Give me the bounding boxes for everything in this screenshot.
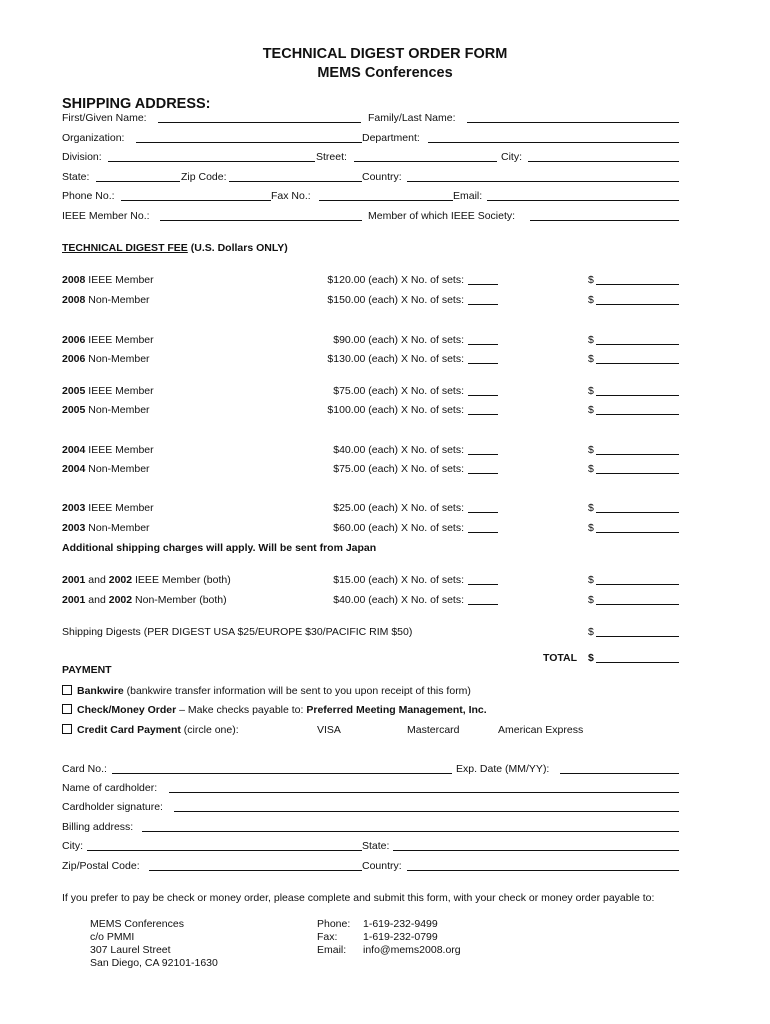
mailing-address-line-2: c/o PMMI (90, 931, 135, 943)
fee-row-amount-field[interactable] (596, 395, 679, 396)
total-currency: $ (588, 652, 594, 664)
email-label: Email: (453, 190, 483, 202)
check-label: Check/Money Order (77, 704, 177, 716)
fee-row-amount-field[interactable] (596, 363, 679, 364)
combo-type: Non-Member (both) (135, 594, 227, 606)
fee-row-type: Non-Member (88, 353, 150, 365)
fee-row-sets-field[interactable] (468, 454, 498, 455)
fee-row-price: $60.00 (each) X No. of sets: (333, 522, 464, 534)
state-field[interactable] (96, 181, 180, 182)
fee-row-label (62, 522, 150, 534)
street-field[interactable] (354, 161, 497, 162)
combo-fee-row-sets-field[interactable] (468, 584, 498, 585)
check-option[interactable] (62, 704, 487, 716)
card-option[interactable] (62, 724, 239, 736)
combo-fee-row-label (62, 594, 227, 606)
check-checkbox[interactable] (62, 704, 72, 714)
fee-row-type: IEEE Member (88, 334, 154, 346)
fee-row-currency: $ (588, 294, 594, 306)
contact-phone-value: 1-619-232-9499 (363, 918, 438, 930)
combo-year-a: 2001 (62, 594, 86, 606)
fee-row-sets-field[interactable] (468, 304, 498, 305)
fee-row-amount-field[interactable] (596, 304, 679, 305)
fee-row-sets-field[interactable] (468, 344, 498, 345)
country-label: Country: (362, 171, 402, 183)
fee-row-year: 2005 (62, 385, 86, 397)
fee-row-currency: $ (588, 404, 594, 416)
fee-row-type: IEEE Member (88, 502, 154, 514)
shipping-heading: SHIPPING ADDRESS: (62, 96, 211, 112)
mailing-address-line-4: San Diego, CA 92101-1630 (90, 957, 218, 969)
form-title: TECHNICAL DIGEST ORDER FORM (262, 46, 508, 62)
fee-row-type: Non-Member (88, 463, 150, 475)
fee-row-type: IEEE Member (88, 444, 154, 456)
cardholder-field[interactable] (169, 792, 679, 793)
cardholder-label: Name of cardholder: (62, 782, 158, 794)
bankwire-checkbox[interactable] (62, 685, 72, 695)
organization-label: Organization: (62, 132, 125, 144)
combo-year-a: 2001 (62, 574, 86, 586)
contact-fax-label: Fax: (317, 931, 338, 943)
fee-row-year: 2005 (62, 404, 86, 416)
fee-row-label (62, 274, 154, 286)
fee-row-type: IEEE Member (88, 274, 154, 286)
billing-state-field[interactable] (393, 850, 679, 851)
fee-heading-text: TECHNICAL DIGEST FEE (62, 242, 188, 254)
fee-row-year: 2003 (62, 522, 86, 534)
fee-row-sets-field[interactable] (468, 284, 498, 285)
fee-row-price: $120.00 (each) X No. of sets: (327, 274, 464, 286)
combo-and: and (88, 574, 106, 586)
fee-row-currency: $ (588, 385, 594, 397)
fax-label: Fax No.: (271, 190, 311, 202)
ieee-no-field[interactable] (160, 220, 362, 221)
fee-row-currency: $ (588, 522, 594, 534)
zip-label: Zip Code: (181, 171, 227, 183)
card-note: (circle one): (183, 724, 239, 736)
mailing-address-line-3: 307 Laurel Street (90, 944, 171, 956)
combo-and: and (88, 594, 106, 606)
fee-row-year: 2008 (62, 294, 86, 306)
combo-fee-row-amount-field[interactable] (596, 604, 679, 605)
fee-row-price: $90.00 (each) X No. of sets: (333, 334, 464, 346)
combo-year-b: 2002 (108, 594, 133, 606)
combo-type: IEEE Member (both) (135, 574, 231, 586)
city-label: City: (501, 151, 522, 163)
fee-row-price: $75.00 (each) X No. of sets: (333, 463, 464, 475)
fax-field[interactable] (319, 200, 453, 201)
billing-zip-field[interactable] (149, 870, 362, 871)
email-field[interactable] (487, 200, 679, 201)
signature-field[interactable] (174, 811, 679, 812)
card-option-visa[interactable]: VISA (317, 724, 341, 736)
fee-row-year: 2006 (62, 353, 86, 365)
fee-row-currency: $ (588, 274, 594, 286)
fee-row-label (62, 502, 154, 514)
billing-country-label: Country: (362, 860, 402, 872)
billing-label: Billing address: (62, 821, 134, 833)
contact-fax-value: 1-619-232-0799 (363, 931, 438, 943)
fee-row-sets-field[interactable] (468, 363, 498, 364)
card-label: Credit Card Payment (77, 724, 181, 736)
billing-field[interactable] (142, 831, 679, 832)
fee-row-type: Non-Member (88, 294, 150, 306)
department-field[interactable] (428, 142, 679, 143)
fee-row-label (62, 334, 154, 346)
contact-phone-label: Phone: (317, 918, 351, 930)
check-payee: Preferred Meeting Management, Inc. (306, 704, 487, 716)
society-label: Member of which IEEE Society: (368, 210, 516, 222)
shipping-digests-label: Shipping Digests (PER DIGEST USA $25/EUROPE $30/PACIFIC RIM $50) (62, 626, 413, 638)
payment-heading: PAYMENT (62, 664, 112, 676)
fee-row-label (62, 353, 150, 365)
fee-row-currency: $ (588, 444, 594, 456)
fee-row-amount-field[interactable] (596, 284, 679, 285)
fee-heading (62, 242, 288, 254)
society-field[interactable] (530, 220, 679, 221)
last-name-label: Family/Last Name: (368, 112, 456, 124)
form-subtitle: MEMS Conferences (317, 65, 453, 81)
fee-row-currency: $ (588, 353, 594, 365)
fee-row-amount-field[interactable] (596, 344, 679, 345)
fee-row-amount-field[interactable] (596, 414, 679, 415)
fee-row-year: 2006 (62, 334, 86, 346)
fee-row-sets-field[interactable] (468, 512, 498, 513)
fee-row-label (62, 385, 154, 397)
combo-fee-row-currency: $ (588, 594, 594, 606)
signature-label: Cardholder signature: (62, 801, 163, 813)
fee-row-amount-field[interactable] (596, 532, 679, 533)
fee-row-label (62, 444, 154, 456)
fee-row-currency: $ (588, 463, 594, 475)
card-checkbox[interactable] (62, 724, 72, 734)
fee-row-price: $100.00 (each) X No. of sets: (327, 404, 464, 416)
fee-row-type: Non-Member (88, 404, 150, 416)
organization-field[interactable] (136, 142, 362, 143)
division-field[interactable] (108, 161, 315, 162)
bankwire-option[interactable] (62, 685, 471, 697)
additional-shipping-note: Additional shipping charges will apply. Will be sent from Japan (62, 542, 377, 554)
combo-year-b: 2002 (108, 574, 133, 586)
combo-fee-row-label (62, 574, 231, 586)
fee-row-year: 2004 (62, 444, 86, 456)
fee-row-label (62, 463, 150, 475)
bankwire-note: (bankwire transfer information will be sent to you upon receipt of this form) (126, 685, 471, 697)
fee-row-year: 2008 (62, 274, 86, 286)
fee-row-amount-field[interactable] (596, 512, 679, 513)
combo-fee-row-currency: $ (588, 574, 594, 586)
fee-row-amount-field[interactable] (596, 473, 679, 474)
card-option-amex[interactable]: American Express (498, 724, 584, 736)
combo-fee-row-sets-field[interactable] (468, 604, 498, 605)
fee-row-price: $75.00 (each) X No. of sets: (333, 385, 464, 397)
combo-fee-row-amount-field[interactable] (596, 584, 679, 585)
fee-row-sets-field[interactable] (468, 532, 498, 533)
combo-fee-row-price: $15.00 (each) X No. of sets: (333, 574, 464, 586)
fee-row-price: $150.00 (each) X No. of sets: (327, 294, 464, 306)
fee-row-year: 2004 (62, 463, 86, 475)
last-name-field[interactable] (467, 122, 679, 123)
department-label: Department: (362, 132, 420, 144)
payment-instruction: If you prefer to pay be check or money order, please complete and submit this form, with your check or money order payable to: (62, 892, 655, 904)
fee-row-currency: $ (588, 502, 594, 514)
card-option-mastercard[interactable]: Mastercard (407, 724, 460, 736)
contact-email-label: Email: (317, 944, 347, 956)
fee-row-sets-field[interactable] (468, 395, 498, 396)
fee-row-amount-field[interactable] (596, 454, 679, 455)
billing-country-field[interactable] (407, 870, 679, 871)
shipping-digests-amount-field[interactable] (596, 636, 679, 637)
total-amount-field[interactable] (596, 662, 679, 663)
check-note: – Make checks payable to: (179, 704, 304, 716)
fee-row-type: IEEE Member (88, 385, 154, 397)
phone-field[interactable] (121, 200, 271, 201)
billing-zip-label: Zip/Postal Code: (62, 860, 140, 872)
phone-label: Phone No.: (62, 190, 115, 202)
fee-row-currency: $ (588, 334, 594, 346)
city-field[interactable] (528, 161, 679, 162)
combo-fee-row-price: $40.00 (each) X No. of sets: (333, 594, 464, 606)
division-label: Division: (62, 151, 102, 163)
country-field[interactable] (407, 181, 679, 182)
fee-row-sets-field[interactable] (468, 414, 498, 415)
mailing-address-line-1: MEMS Conferences (90, 918, 184, 930)
fee-row-label (62, 404, 150, 416)
card-no-label: Card No.: (62, 763, 107, 775)
card-no-field[interactable] (112, 773, 452, 774)
exp-date-label: Exp. Date (MM/YY): (456, 763, 550, 775)
state-label: State: (62, 171, 90, 183)
billing-state-label: State: (362, 840, 390, 852)
billing-city-label: City: (62, 840, 83, 852)
fee-row-label (62, 294, 150, 306)
fee-row-price: $40.00 (each) X No. of sets: (333, 444, 464, 456)
fee-row-sets-field[interactable] (468, 473, 498, 474)
contact-email-value[interactable]: info@mems2008.org (363, 944, 461, 956)
fee-heading-note: (U.S. Dollars ONLY) (190, 242, 288, 254)
bankwire-label: Bankwire (77, 685, 124, 697)
total-label: TOTAL (543, 652, 578, 664)
billing-city-field[interactable] (87, 850, 362, 851)
ieee-no-label: IEEE Member No.: (62, 210, 150, 222)
street-label: Street: (316, 151, 347, 163)
fee-row-price: $130.00 (each) X No. of sets: (327, 353, 464, 365)
fee-row-price: $25.00 (each) X No. of sets: (333, 502, 464, 514)
first-name-field[interactable] (158, 122, 361, 123)
fee-row-year: 2003 (62, 502, 86, 514)
zip-field[interactable] (229, 181, 362, 182)
shipping-digests-currency: $ (588, 626, 594, 638)
first-name-label: First/Given Name: (62, 112, 147, 124)
exp-date-field[interactable] (560, 773, 679, 774)
fee-row-type: Non-Member (88, 522, 150, 534)
